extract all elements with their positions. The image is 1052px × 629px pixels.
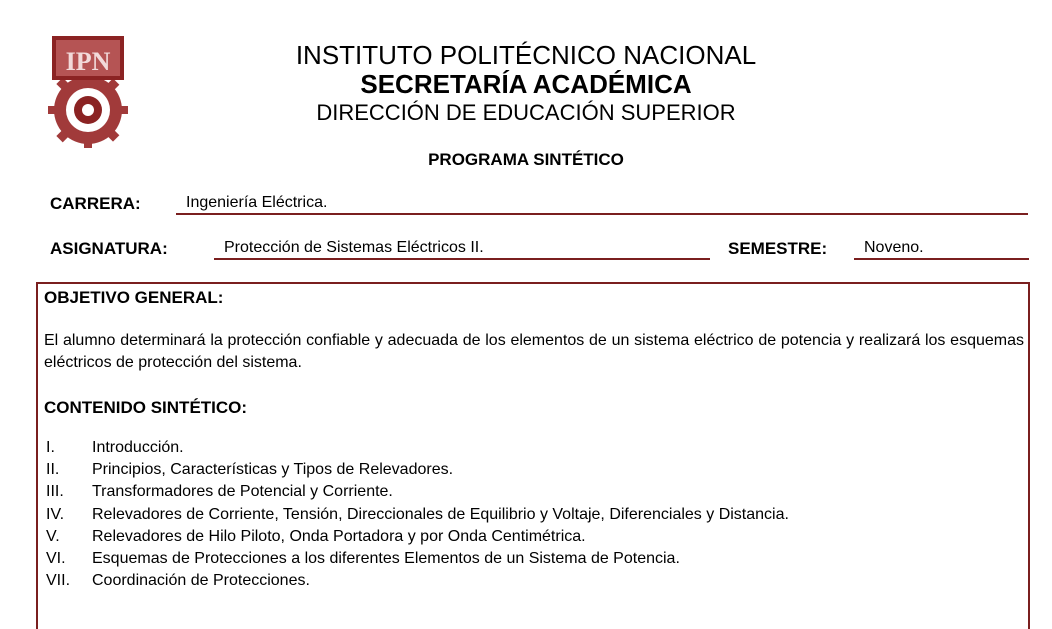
institution-name: INSTITUTO POLITÉCNICO NACIONAL xyxy=(295,40,757,70)
asignatura-label: ASIGNATURA: xyxy=(50,239,168,258)
document-title: PROGRAMA SINTÉTICO xyxy=(428,150,624,169)
semestre-value: Noveno. xyxy=(854,238,1029,260)
semestre-label: SEMESTRE: xyxy=(728,239,828,258)
carrera-label: CARRERA: xyxy=(50,194,141,213)
direction-name: DIRECCIÓN DE EDUCACIÓN SUPERIOR xyxy=(316,100,736,125)
program-content-box: OBJETIVO GENERAL: El alumno determinará la protección confiable y adecuada de los elementos de un sistema eléctrico de potencia y realizará los esquemas eléctricos de protección del sistema. CONTENIDO SINTÉTICO: I. Introducción. II. Principios, Características y Tipos de Relevadores. III. Transformadores de Potencial y Corriente. IV. Relevadores de Corriente, Tensión, Direccionales de Equilibrio y Voltaje, Diferenciales y Distancia. V. Relevadores de Hilo Piloto, Onda Portadora y por Onda Centimétrica. VI. Esquemas de Protecciones a los diferentes Elementos de un Sistema de Potencia. VII. Coordinación de Protecciones. xyxy=(36,282,1030,629)
objetivo-title: OBJETIVO GENERAL: xyxy=(44,288,224,307)
asignatura-value: Protección de Sistemas Eléctricos II. xyxy=(214,238,710,260)
logo-text: IPN xyxy=(65,47,111,76)
secretariat-name: SECRETARÍA ACADÉMICA xyxy=(360,69,692,99)
objetivo-text: El alumno determinará la protección confiable y adecuada de los elementos de un sistema eléctrico de potencia y realizará los esquemas eléctricos de protección del sistema. xyxy=(44,332,1024,371)
contenido-title: CONTENIDO SINTÉTICO: xyxy=(44,398,248,417)
carrera-value: Ingeniería Eléctrica. xyxy=(176,193,1028,215)
